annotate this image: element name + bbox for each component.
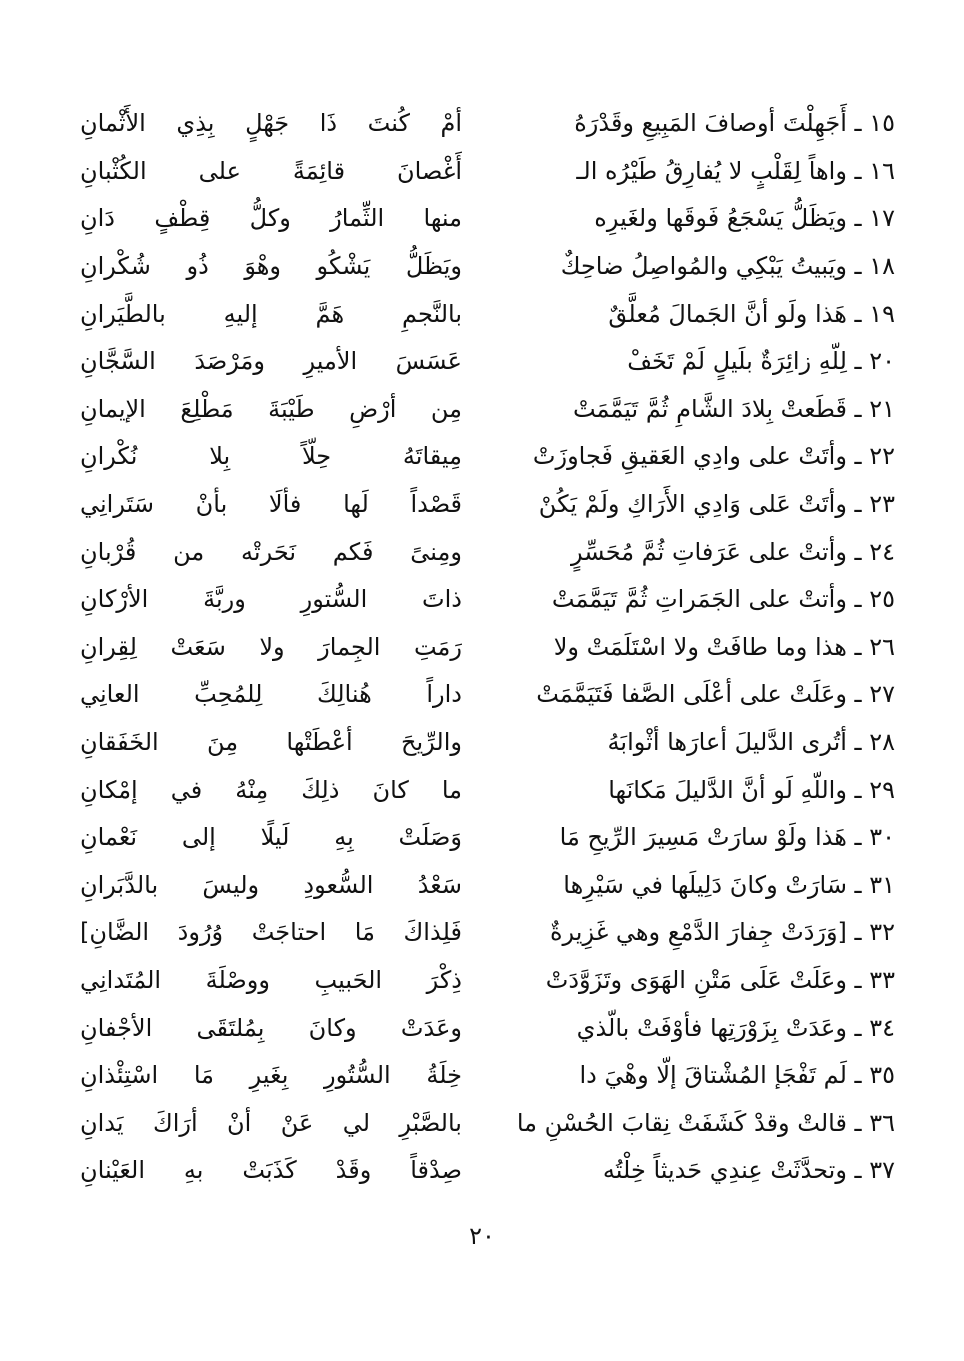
second-hemistich: مِن أرْضِ طَيْبَةَ مَطْلِعَ الإيمانِ bbox=[80, 394, 462, 423]
second-hemistich: خِلَةُ السُّتُورِ بِغَيرِ مَا اسْتِئْذانِ bbox=[80, 1061, 462, 1090]
first-hemistich: ٢١ ـ قَطَعتْ بِلادَ الشَّامِ ثُمَّ تَيَمَّمَتْ bbox=[572, 394, 895, 423]
verse-line bbox=[80, 957, 895, 1005]
verse-line bbox=[80, 1052, 895, 1100]
verse-line bbox=[80, 243, 895, 291]
verse-line bbox=[80, 1099, 895, 1147]
first-hemistich: ٣٦ ـ قالتْ وقدْ كَشَفَتْ نِقابَ الحُسْنِ ما bbox=[516, 1108, 895, 1137]
second-hemistich: وَصَلَتْ بِهِ لَيلًا إلى نَعْمانِ bbox=[80, 823, 462, 852]
first-hemistich: ٣١ ـ سَارَتْ وكانَ دَلِيلَها في سَيْرِها bbox=[563, 870, 895, 899]
second-hemistich: منها الثِّمارُ وكلُّ قِطْفٍ دَانِ bbox=[80, 204, 462, 233]
second-hemistich: قَصْداً لَها فألَا بأنْ سَتَرانِي bbox=[80, 490, 462, 519]
verse-line bbox=[80, 1147, 895, 1195]
second-hemistich: بالصَّبْرِ لي عَنْ أنْ أرَاكَ يَدانِ bbox=[80, 1108, 462, 1137]
second-hemistich: داراً هُنالِكَ لِلمُحِبِّ العانِي bbox=[80, 680, 462, 709]
verse-line bbox=[80, 719, 895, 767]
second-hemistich: صِدْقاً وقَدْ كَذَبَتْ بهِ العَيْنانِ bbox=[80, 1156, 462, 1185]
first-hemistich: ١٨ ـ ويَبيتُ يَبْكِي والمُواصِلُ ضاحِكٌ bbox=[560, 252, 895, 281]
second-hemistich: عَسَسَ الأميرِ ومَرْصَدَ السَّجَّانِ bbox=[80, 347, 462, 376]
second-hemistich: أمْ كُنتَ ذَا جَهْلٍ بِذِي الأَثْمانِ bbox=[80, 109, 462, 138]
poem-body bbox=[80, 100, 895, 1195]
first-hemistich: ٢٢ ـ وأتَتْ على وادِي العَقيقِ فَجاوزَتْ bbox=[532, 442, 895, 471]
first-hemistich: ٢٩ ـ واللّهِ لَو أنَّ الدَّليلَ مَكانَها bbox=[608, 775, 895, 804]
verse-line bbox=[80, 1004, 895, 1052]
verse-line bbox=[80, 766, 895, 814]
verse-line bbox=[80, 576, 895, 624]
second-hemistich: ويَظَلُّ يَشْكُو وهْوَ ذُو شُكْرانِ bbox=[80, 252, 462, 281]
second-hemistich: أَغْصانَ قائِمَةً على الكُثْبانِ bbox=[80, 156, 462, 185]
verse-line bbox=[80, 671, 895, 719]
first-hemistich: ٢٨ ـ أتُرى الدَّليلَ أعارَها أثْوابَهُ bbox=[607, 728, 895, 757]
first-hemistich: ١٦ ـ واهاً لِقَلْبٍ لا يُفارِقُ طَيْرُه الـ bbox=[576, 156, 895, 185]
first-hemistich: ٣٤ ـ وعَدَتْ بِزَوْرَتِها فأوْفَتْ بالّذي bbox=[576, 1013, 895, 1042]
verse-line bbox=[80, 909, 895, 957]
verse-line bbox=[80, 433, 895, 481]
verse-line bbox=[80, 195, 895, 243]
second-hemistich: ما كانَ ذلِكَ مِنْهُ في إمْكانِ bbox=[80, 775, 462, 804]
second-hemistich: بالنَّجمِ هَمَّ إليهِ بالطَّيَرانِ bbox=[80, 299, 462, 328]
first-hemistich: ٣٠ ـ هَذا ولَوْ سارَتْ مَسِيرَ الرِّيحِ مَا bbox=[559, 823, 895, 852]
first-hemistich: ٣٢ ـ [وَرَدَتْ جِفارَ الدَّمْعِ وهي غَزِيرةٌ bbox=[549, 918, 895, 947]
second-hemistich: رَمَتِ الجِمارَ ولا سَعَتْ لِقِرانِ bbox=[80, 632, 462, 661]
second-hemistich: ذِكْرَ الحَبيبِ ووصْلَةَ المُتَدانِي bbox=[80, 965, 462, 994]
verse-line bbox=[80, 862, 895, 910]
verse-line bbox=[80, 481, 895, 529]
first-hemistich: ٣٥ ـ لَم تَفْجَإ المُشْتاقَ إلّا وهْيَ دا bbox=[579, 1061, 895, 1090]
second-hemistich: سَعْدُ السُّعودِ وليسَ بالدَّبَرانِ bbox=[80, 870, 462, 899]
verse-line bbox=[80, 148, 895, 196]
first-hemistich: ٢٥ ـ وأتتْ على الجَمَراتِ ثُمَّ تَيَمَّمَتْ bbox=[551, 585, 895, 614]
second-hemistich: ومِنىً فَكم نَحَرتْه من قُرْبانِ bbox=[80, 537, 462, 566]
verse-line bbox=[80, 386, 895, 434]
first-hemistich: ٢٦ ـ هذا وما طافَتْ ولا اسْتَلَمَتْ ولا bbox=[553, 632, 895, 661]
first-hemistich: ٢٤ ـ وأتتْ على عَرَفاتِ ثُمَّ مُحَسِّرٍ bbox=[571, 537, 895, 566]
verse-line bbox=[80, 290, 895, 338]
first-hemistich: ١٧ ـ ويَظَلُّ يَسْجَعُ فَوقَها ولغَيرِه bbox=[594, 204, 895, 233]
page-number: ٢٠ bbox=[469, 1222, 495, 1250]
second-hemistich: مِيقاتَهُ حِلّاً بِلا نُكْرانِ bbox=[80, 442, 462, 471]
first-hemistich: ٢٣ ـ وأتَتْ عَلى وَادِي الأَرَاكِ ولَمْ يَكُنْ bbox=[538, 490, 895, 519]
verse-line bbox=[80, 624, 895, 672]
first-hemistich: ١٥ ـ أَجَهِلْتَ أوصافَ المَبِيعِ وقَدْرَهُ bbox=[574, 109, 895, 138]
verse-line bbox=[80, 338, 895, 386]
first-hemistich: ٢٠ ـ لِلّهِ زائِرَةٌ بلَيلٍ لَمْ تَخَفْ bbox=[627, 347, 895, 376]
verse-line bbox=[80, 814, 895, 862]
second-hemistich: ذاتَ السُّتورِ وربَّةَ الأرْكانِ bbox=[80, 585, 462, 614]
first-hemistich: ٢٧ ـ وعَلَتْ على أعْلَى الصَّفا فَتَيَمَّمَتْ bbox=[536, 680, 895, 709]
second-hemistich: وعَدَتْ وكانَ بِمُلتَقَى الأجْفانِ bbox=[80, 1013, 462, 1042]
verse-line bbox=[80, 528, 895, 576]
first-hemistich: ١٩ ـ هَذا ولَو أنَّ الجَمالَ مُعلَّقٌ bbox=[608, 299, 895, 328]
verse-line bbox=[80, 100, 895, 148]
first-hemistich: ٣٣ ـ وعَلَتْ عَلَى مَتْنِ الهَوَى وتَزَوَّدَتْ bbox=[545, 965, 895, 994]
first-hemistich: ٣٧ ـ وتحدَّثَتْ عِندِي حَديثاً خِلْتُه bbox=[602, 1156, 895, 1185]
second-hemistich: فَلِذاكَ مَا احتاجَتْ وُرُودَ الضَّانِ] bbox=[80, 918, 462, 947]
second-hemistich: والرِّيحَ أعْطَتْها مِنَ الخَفَقانِ bbox=[80, 728, 462, 757]
